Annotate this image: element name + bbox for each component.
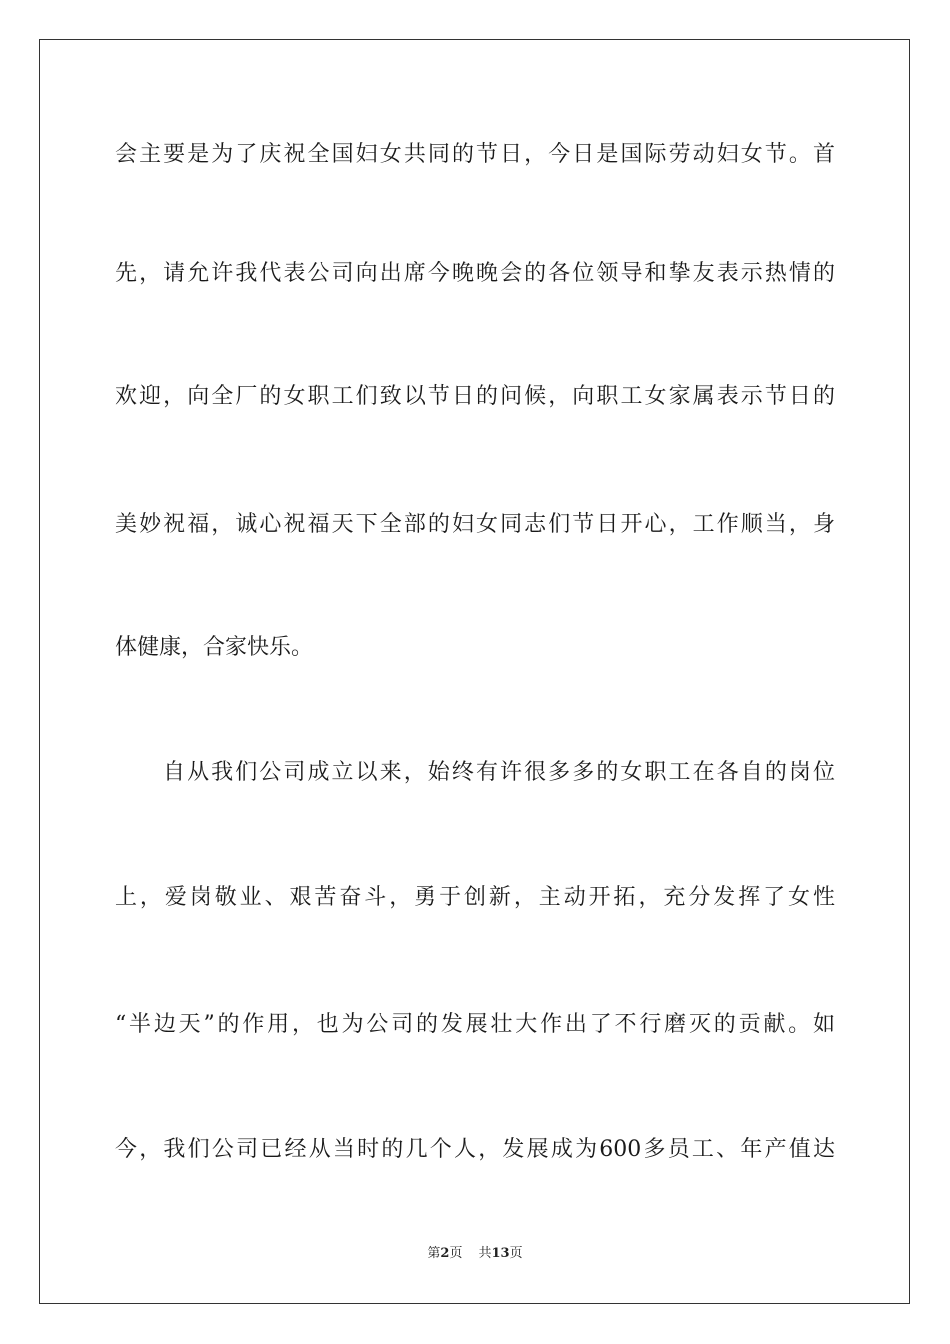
page-border bbox=[39, 39, 910, 1304]
total-prefix: 共 bbox=[478, 1246, 492, 1261]
page-footer bbox=[0, 1244, 950, 1264]
page-suffix: 页 bbox=[449, 1246, 463, 1261]
total-pages: 13 bbox=[491, 1246, 510, 1261]
text-line-4: 美妙祝福，诚心祝福天下全部的妇女同志们节日开心，工作顺当，身 bbox=[115, 512, 835, 537]
text-line-1: 会主要是为了庆祝全国妇女共同的节日，今日是国际劳动妇女节。首 bbox=[115, 142, 835, 167]
paragraph-2-line-2: 上，爱岗敬业、艰苦奋斗，勇于创新，主动开拓，充分发挥了女性 bbox=[115, 885, 835, 910]
text-line-2: 先，请允许我代表公司向出席今晚晚会的各位领导和挚友表示热情的 bbox=[115, 261, 835, 286]
page-prefix: 第 bbox=[427, 1246, 441, 1261]
paragraph-2-line-4: 今，我们公司已经从当时的几个人，发展成为600多员工、年产值达 bbox=[115, 1137, 835, 1162]
page-number: 2 bbox=[440, 1246, 450, 1261]
paragraph-2-line-3: “半边天”的作用，也为公司的发展壮大作出了不行磨灭的贡献。如 bbox=[115, 1012, 835, 1037]
text-line-5: 体健康，合家快乐。 bbox=[115, 635, 314, 660]
paragraph-2-line-1: 自从我们公司成立以来，始终有许很多多的女职工在各自的岗位 bbox=[163, 760, 835, 785]
text-line-3: 欢迎，向全厂的女职工们致以节日的问候，向职工女家属表示节日的 bbox=[115, 384, 835, 409]
total-suffix: 页 bbox=[509, 1246, 523, 1261]
